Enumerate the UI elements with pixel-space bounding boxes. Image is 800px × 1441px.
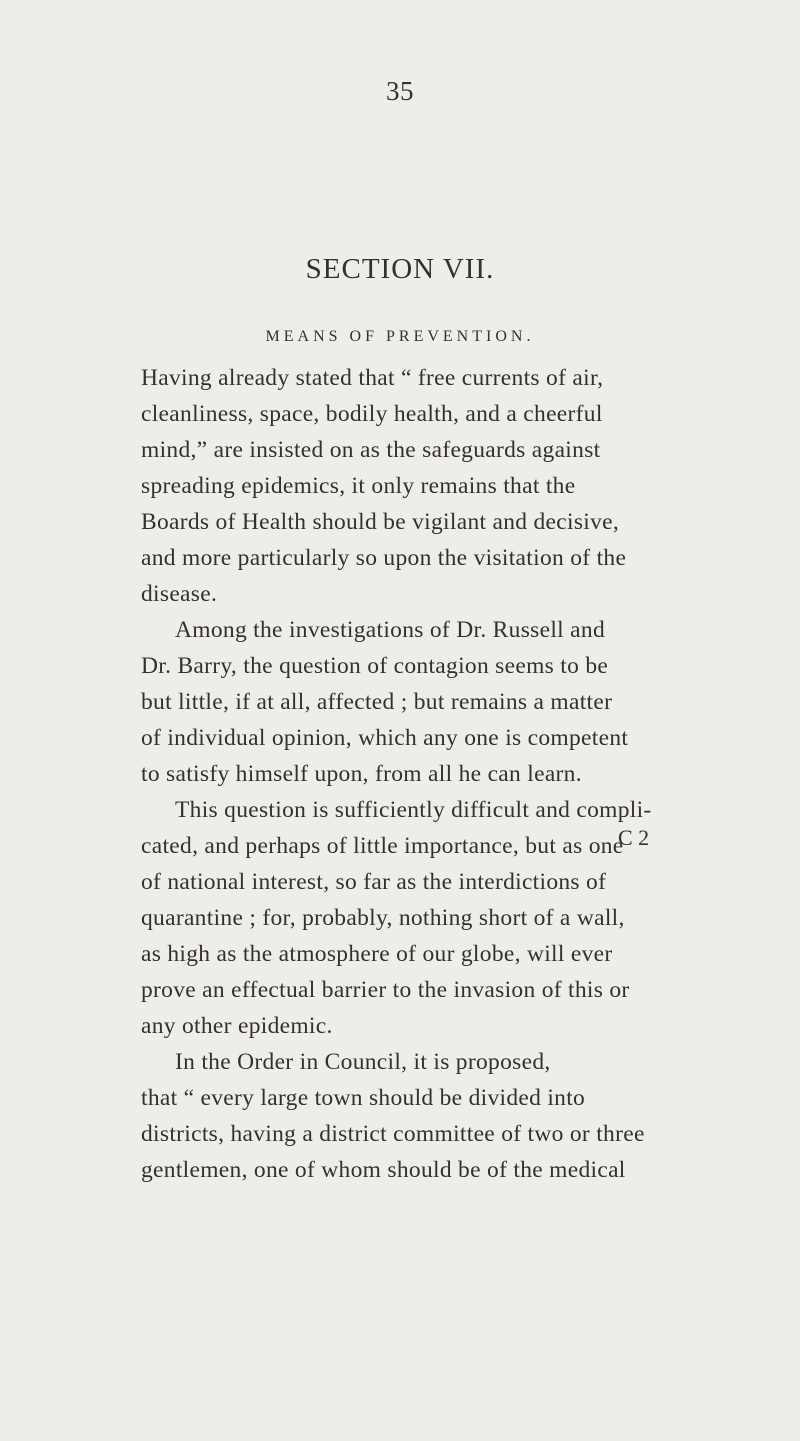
text-line: of individual opinion, which any one is competent: [141, 725, 629, 751]
text-line: cated, and perhaps of little importance, but as one: [141, 833, 624, 859]
section-title: SECTION VII.: [305, 253, 495, 285]
signature-mark: C 2: [618, 825, 650, 850]
text-line: Boards of Health should be vigilant and decisive,: [141, 509, 620, 535]
text-line: but little, if at all, affected ; but remains a matter: [141, 689, 613, 715]
text-line: to satisfy himself upon, from all he can learn.: [141, 761, 582, 787]
text-line: and more particularly so upon the visitation of the: [141, 545, 627, 571]
text-line: mind,” are insisted on as the safeguards against: [141, 437, 601, 463]
text-line: that “ every large town should be divided into: [141, 1085, 586, 1111]
text-line: spreading epidemics, it only remains that the: [141, 473, 576, 499]
text-line: any other epidemic.: [141, 1013, 333, 1039]
text-line: This question is sufficiently difficult and compli-: [175, 797, 652, 823]
text-line: cleanliness, space, bodily health, and a cheerful: [141, 401, 603, 427]
text-line: of national interest, so far as the interdictions of: [141, 869, 607, 895]
text-line: quarantine ; for, probably, nothing short of a wall,: [141, 905, 625, 931]
text-line: as high as the atmosphere of our globe, will ever: [141, 941, 613, 967]
text-line: Among the investigations of Dr. Russell and: [175, 617, 605, 643]
text-line: In the Order in Council, it is proposed,: [175, 1049, 551, 1075]
text-line: gentlemen, one of whom should be of the medical: [141, 1157, 626, 1183]
text-line: Having already stated that “ free currents of air,: [141, 365, 604, 391]
text-line: prove an effectual barrier to the invasion of this or: [141, 977, 630, 1003]
text-line: districts, having a district committee of two or three: [141, 1121, 645, 1147]
text-line: Dr. Barry, the question of contagion seems to be: [141, 653, 609, 679]
page-number: 35: [386, 76, 414, 106]
section-subtitle: MEANS OF PREVENTION.: [265, 328, 535, 345]
text-line: disease.: [141, 581, 218, 607]
